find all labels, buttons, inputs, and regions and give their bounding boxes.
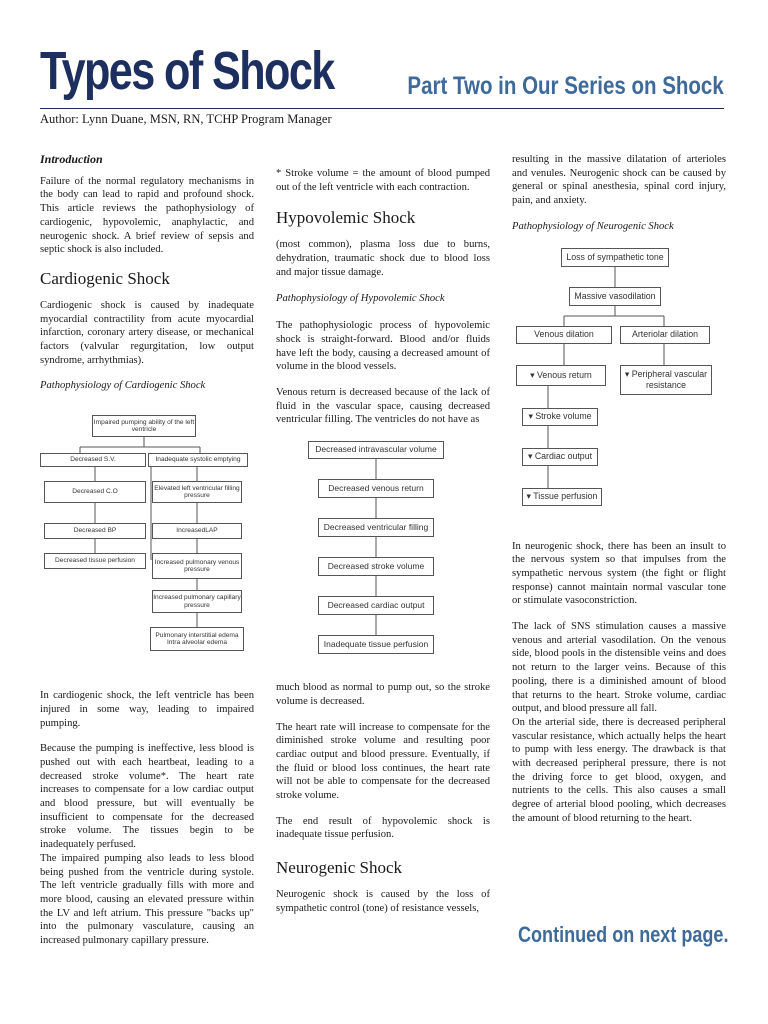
- hypovolemic-subheading: Pathophysiology of Hypovolemic Shock: [276, 292, 445, 304]
- flow-box-increased-pulmonary-capillary: Increased pulmonary capillary pressure: [152, 590, 242, 613]
- flow-box-inadequate-tissue-perfusion: Inadequate tissue perfusion: [318, 635, 434, 654]
- flow-box-decreased-sv: Decreased S.V.: [40, 453, 146, 467]
- hypovolemic-paragraph-2: The pathophysiologic process of hypovolemic shock is straight-forward. Blood and/or fluids have left the body, causing a decreased amount of volume in the blood vessels.: [276, 320, 490, 373]
- cardiogenic-paragraph-3: Because the pumping is ineffective, less blood is pushed out with each heartbeat, leading to a decreased stroke volume*. The heart rate increases to compensate for a low cardiac output and blood pressure, but will eventually be insufficient to compensate for the decreased stroke volume. The tissues begin to be inadequately perfused.: [40, 743, 254, 851]
- flow-box-peripheral-vascular-resistance: ▾ Peripheral vascular resistance: [620, 365, 712, 395]
- cardiogenic-flowchart: [40, 415, 254, 671]
- neurogenic-paragraph-2: In neurogenic shock, there has been an insult to the nervous system so that impulses from the sympathetic nervous system (the fight or flight response) cannot maintain normal vascular tone or stimulate vasoconstriction.: [512, 540, 726, 607]
- neurogenic-flowchart: [512, 248, 726, 518]
- hypovolemic-paragraph-3: Venous return is decreased because of the lack of fluid in the vascular space, causing decreased ventricular filling. The ventricles do not have as: [276, 387, 490, 426]
- flow-box-decreased-co: Decreased C.O: [44, 481, 146, 503]
- flow-box-stroke-volume: ▾ Stroke volume: [522, 408, 598, 426]
- hypovolemic-heading: Hypovolemic Shock: [276, 208, 416, 228]
- series-subtitle: Part Two in Our Series on Shock: [407, 72, 724, 100]
- flow-box-decreased-ventricular-filling: Decreased ventricular filling: [318, 518, 434, 537]
- hypovolemic-flowchart: [276, 441, 490, 659]
- stroke-volume-footnote: * Stroke volume = the amount of blood pumped out of the left ventricle with each contraction.: [276, 168, 490, 193]
- cardiogenic-heading: Cardiogenic Shock: [40, 268, 170, 288]
- flow-box-venous-dilation: Venous dilation: [516, 326, 612, 344]
- flow-box-decreased-intravascular-volume: Decreased intravascular volume: [308, 441, 444, 459]
- flow-box-arteriolar-dilation: Arteriolar dilation: [620, 326, 710, 344]
- header-rule: [40, 108, 724, 109]
- flow-box-loss-of-sympathetic-tone: Loss of sympathetic tone: [561, 248, 669, 267]
- neurogenic-paragraph-cont: resulting in the massive dilatation of arterioles and venules. Neurogenic shock can be caused by general or spinal anesthesia, spinal cord injury, pain, and anxiety.: [512, 154, 726, 207]
- neurogenic-subheading: Pathophysiology of Neurogenic Shock: [512, 220, 674, 232]
- neurogenic-paragraph-4: On the arterial side, there is decreased peripheral vascular resistance, which actually helps the heart to pump with less energy. The drawback is that with decreased peripheral pressure, there is not the driving force to get blood, oxygen, and nutrients to the cells. This also causes a small degree of arterial blood pooling, which decreases the amount of blood returning to the heart.: [512, 716, 726, 824]
- flow-box-decreased-stroke-volume: Decreased stroke volume: [318, 557, 434, 576]
- hypovolemic-paragraph-6: The end result of hypovolemic shock is inadequate tissue perfusion.: [276, 815, 490, 841]
- column-1: [40, 150, 254, 960]
- cardiogenic-subheading: Pathophysiology of Cardiogenic Shock: [40, 380, 206, 392]
- neurogenic-paragraph-3: The lack of SNS stimulation causes a massive venous and arterial vasodilation. On the venous side, blood pools in the distensible veins and does not return to the larger veins. Because of this pooling, there is a diminished amount of blood that returns to the heart. Stroke volume, cardiac output, and blood pressure all fall.: [512, 621, 726, 715]
- flow-box-increased-lap: IncreasedLAP: [152, 523, 242, 539]
- flow-box-venous-return: ▾ Venous return: [516, 365, 606, 386]
- continued-notice: Continued on next page.: [518, 922, 729, 947]
- flow-box-cardiac-output: ▾ Cardiac output: [522, 448, 598, 466]
- page-title: Types of Shock: [40, 41, 334, 101]
- cardiogenic-paragraph: Cardiogenic shock is caused by inadequate myocardial contractility from acute myocardial infarction, coronary artery disease, or mechanical factors (valvular regurgitation, low output syndrome, arrhythmias).: [40, 299, 254, 366]
- neurogenic-heading: Neurogenic Shock: [276, 858, 403, 878]
- hypovolemic-paragraph: (most common), plasma loss due to burns, dehydration, traumatic shock due to blood loss and major tissue damage.: [276, 239, 490, 278]
- flow-box-massive-vasodilation: Massive vasodilation: [569, 287, 661, 306]
- flow-box-decreased-bp: Decreased BP: [44, 523, 146, 539]
- flow-box-elevated-filling-pressure: Elevated left ventricular filling pressure: [152, 481, 242, 503]
- flow-box-tissue-perfusion: ▾ Tissue perfusion: [522, 488, 602, 506]
- cardiogenic-paragraph-4: The impaired pumping also leads to less blood being pushed from the ventricle during systole. The left ventricle gradually fills with more and more blood, causing an elevated pressure within the LV and left atrium. This pressure "backs up" into the pulmonary vasculature, causing an increased pulmonary capillary pressure.: [40, 852, 254, 947]
- flow-box-inadequate-emptying: Inadequate systolic emptying: [148, 453, 248, 467]
- introduction-heading: Introduction: [40, 152, 103, 166]
- flow-box-increased-pulmonary-venous: Increased pulmonary venous pressure: [152, 553, 242, 579]
- author-line: Author: Lynn Duane, MSN, RN, TCHP Program Manager: [40, 112, 332, 126]
- flow-box-decreased-cardiac-output: Decreased cardiac output: [318, 596, 434, 615]
- column-3: [512, 153, 726, 838]
- hypovolemic-paragraph-4: much blood as normal to pump out, so the stroke volume is decreased.: [276, 682, 490, 707]
- flow-box-decreased-venous-return: Decreased venous return: [318, 479, 434, 498]
- neurogenic-paragraph: Neurogenic shock is caused by the loss of sympathetic control (tone) of resistance vessels,: [276, 889, 490, 914]
- column-2: [276, 167, 490, 928]
- flow-box-decreased-tissue-perfusion: Decreased tissue perfusion: [44, 553, 146, 569]
- flow-box-impaired-pumping: Impaired pumping ability of the left ventricle: [92, 415, 196, 437]
- cardiogenic-paragraph-2: In cardiogenic shock, the left ventricle has been injured in some way, leading to impaired pumping.: [40, 690, 254, 729]
- hypovolemic-paragraph-5: The heart rate will increase to compensate for the diminished stroke volume and resulting poor cardiac output and blood pressure. Eventually, if the fluid or blood loss continues, the heart rate will not be able to compensate for the decreased stroke volume.: [276, 721, 490, 802]
- introduction-paragraph: Failure of the normal regulatory mechanisms in the body can lead to rapid and profound shock. This article reviews the pathophysiology of cardiogenic, hypovolemic, anaphylactic, and neurogenic shock. A brief review of sepsis and septic shock is also included.: [40, 175, 254, 256]
- hypovolemic-flowchart-connectors: [276, 441, 490, 659]
- flow-box-pulmonary-edema: Pulmonary interstitial edema Intra alveolar edema: [150, 627, 244, 651]
